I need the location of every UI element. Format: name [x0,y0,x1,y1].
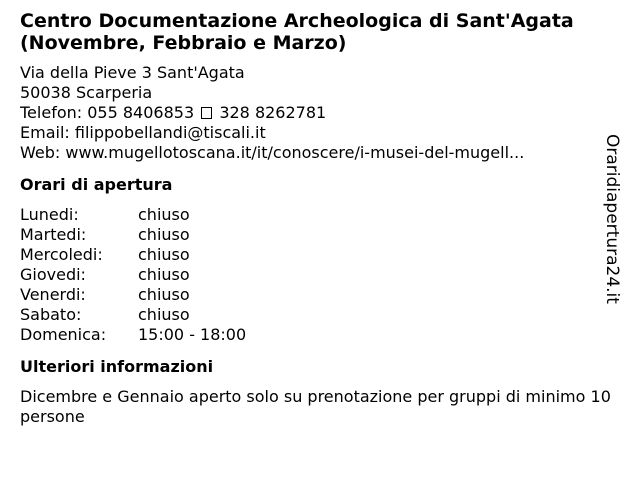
site-watermark: Oraridiapertura24.it [602,134,622,304]
hours-day: Sabato: [20,305,82,324]
hours-day: Mercoledi: [20,245,103,264]
phone-number-1[interactable]: 055 8406853 [87,103,195,122]
hours-day: Martedi: [20,225,87,244]
business-info-card [20,10,611,427]
hours-row [20,285,246,305]
hours-value: chiuso [138,205,190,224]
web-line [20,143,605,163]
phone-line [20,103,605,123]
hours-row [20,205,246,225]
page-title: Centro Documentazione Archeologica di Sant'Agata (Novembre, Febbraio e Marzo) [20,10,574,54]
hours-value: 15:00 - 18:00 [138,325,247,344]
address-city: 50038 Scarperia [20,83,153,102]
hours-value: chiuso [138,245,190,264]
hours-value: chiuso [138,225,190,244]
hours-day: Giovedi: [20,265,86,284]
phone-label: Telefon: [20,103,83,122]
hours-value: chiuso [138,265,190,284]
hours-row [20,245,246,265]
web-link[interactable]: www.mugellotoscana.it/it/conoscere/i-musei-del-mugell... [65,143,525,162]
email-address[interactable]: filippobellandi@tiscali.it [74,123,266,142]
hours-row [20,325,246,345]
additional-info-heading: Ulteriori informazioni [20,357,214,376]
email-line [20,123,605,143]
hours-value: chiuso [138,285,190,304]
phone-number-2[interactable]: 328 8262781 [219,103,327,122]
hours-day: Venerdi: [20,285,86,304]
contact-block [20,63,605,163]
hours-row [20,225,246,245]
separator-box-icon [201,107,212,119]
hours-value: chiuso [138,305,190,324]
hours-day: Domenica: [20,325,107,344]
opening-hours-heading: Orari di apertura [20,175,173,194]
hours-day: Lunedi: [20,205,79,224]
web-label: Web: [20,143,61,162]
hours-row [20,265,246,285]
additional-info-text: Dicembre e Gennaio aperto solo su prenotazione per gruppi di minimo 10 persone [20,387,611,426]
hours-row [20,305,246,325]
email-label: Email: [20,123,70,142]
opening-hours-table [20,205,246,345]
address-street: Via della Pieve 3 Sant'Agata [20,63,245,82]
